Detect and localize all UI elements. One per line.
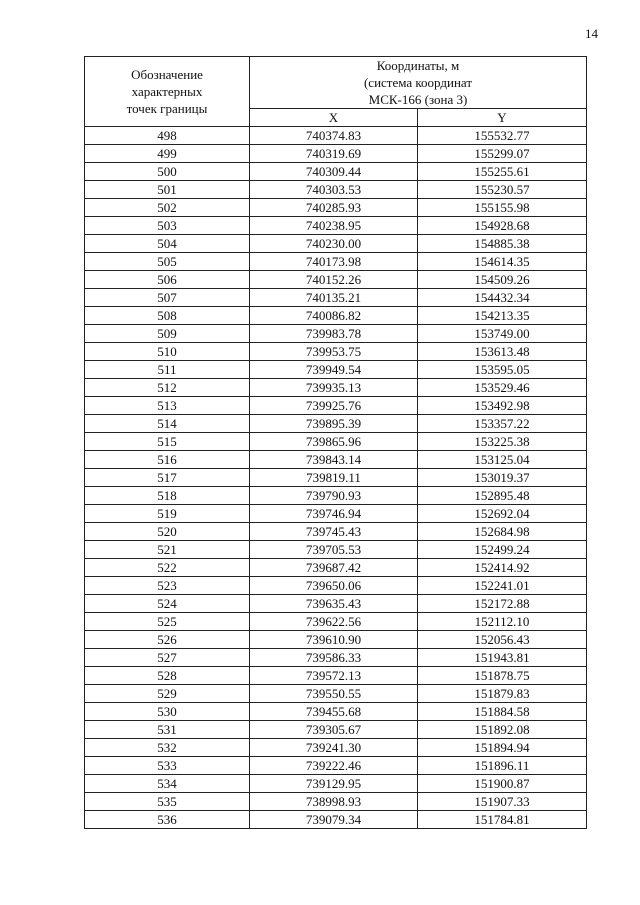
y-coordinate-cell: 153613.48 [418, 343, 587, 361]
table-row [85, 127, 587, 145]
table-row [85, 253, 587, 271]
table-row [85, 487, 587, 505]
point-id-cell: 532 [85, 739, 250, 757]
table-row [85, 307, 587, 325]
table-row [85, 721, 587, 739]
point-id-cell: 498 [85, 127, 250, 145]
coordinates-header-line: Координаты, м [376, 58, 460, 73]
point-id-cell: 513 [85, 397, 250, 415]
table-row [85, 361, 587, 379]
y-coordinate-cell: 152414.92 [418, 559, 587, 577]
point-id-cell: 514 [85, 415, 250, 433]
y-coordinate-cell: 151896.11 [418, 757, 587, 775]
table-row [85, 775, 587, 793]
x-coordinate-cell: 739610.90 [250, 631, 418, 649]
y-coordinate-cell: 153595.05 [418, 361, 587, 379]
point-id-cell: 521 [85, 541, 250, 559]
coordinates-header-line: МСК-166 (зона 3) [368, 92, 468, 107]
x-coordinate-cell: 739843.14 [250, 451, 418, 469]
table-row [85, 685, 587, 703]
point-header-line: Обозначение [131, 67, 203, 82]
y-coordinate-cell: 151879.83 [418, 685, 587, 703]
table-row [85, 505, 587, 523]
x-coordinate-cell: 739983.78 [250, 325, 418, 343]
y-coordinate-cell: 154885.38 [418, 235, 587, 253]
x-coordinate-cell: 739305.67 [250, 721, 418, 739]
y-coordinate-cell: 152241.01 [418, 577, 587, 595]
point-id-cell: 500 [85, 163, 250, 181]
x-coordinate-cell: 739819.11 [250, 469, 418, 487]
point-id-cell: 510 [85, 343, 250, 361]
point-id-cell: 533 [85, 757, 250, 775]
table-row [85, 199, 587, 217]
x-coordinate-cell: 740285.93 [250, 199, 418, 217]
x-coordinate-cell: 740173.98 [250, 253, 418, 271]
table-row [85, 217, 587, 235]
y-coordinate-cell: 155299.07 [418, 145, 587, 163]
y-coordinate-cell: 152056.43 [418, 631, 587, 649]
x-coordinate-cell: 739935.13 [250, 379, 418, 397]
point-id-cell: 522 [85, 559, 250, 577]
x-coordinate-cell: 738998.93 [250, 793, 418, 811]
y-coordinate-cell: 154432.34 [418, 289, 587, 307]
table-row [85, 811, 587, 829]
table-row [85, 163, 587, 181]
x-coordinate-cell: 740238.95 [250, 217, 418, 235]
y-coordinate-cell: 155230.57 [418, 181, 587, 199]
y-coordinate-cell: 155155.98 [418, 199, 587, 217]
x-coordinate-cell: 739650.06 [250, 577, 418, 595]
y-coordinate-cell: 153529.46 [418, 379, 587, 397]
point-id-cell: 535 [85, 793, 250, 811]
point-id-cell: 526 [85, 631, 250, 649]
x-coordinate-cell: 740309.44 [250, 163, 418, 181]
point-id-cell: 534 [85, 775, 250, 793]
point-id-cell: 509 [85, 325, 250, 343]
x-coordinate-cell: 739622.56 [250, 613, 418, 631]
point-id-cell: 499 [85, 145, 250, 163]
table-row [85, 595, 587, 613]
table-row [85, 145, 587, 163]
point-id-cell: 511 [85, 361, 250, 379]
x-coordinate-cell: 739222.46 [250, 757, 418, 775]
y-coordinate-cell: 152172.88 [418, 595, 587, 613]
point-id-cell: 501 [85, 181, 250, 199]
x-coordinate-cell: 739925.76 [250, 397, 418, 415]
y-coordinate-cell: 153225.38 [418, 433, 587, 451]
y-coordinate-cell: 154213.35 [418, 307, 587, 325]
y-coordinate-cell: 152895.48 [418, 487, 587, 505]
y-coordinate-cell: 152684.98 [418, 523, 587, 541]
table-row [85, 397, 587, 415]
y-coordinate-cell: 151892.08 [418, 721, 587, 739]
x-coordinate-cell: 739550.55 [250, 685, 418, 703]
point-id-cell: 519 [85, 505, 250, 523]
y-coordinate-cell: 151784.81 [418, 811, 587, 829]
y-coordinate-cell: 155255.61 [418, 163, 587, 181]
table-body [85, 127, 587, 829]
x-coordinate-cell: 739079.34 [250, 811, 418, 829]
table-row [85, 325, 587, 343]
y-coordinate-cell: 153749.00 [418, 325, 587, 343]
point-id-cell: 502 [85, 199, 250, 217]
y-coordinate-cell: 152692.04 [418, 505, 587, 523]
table-row [85, 343, 587, 361]
point-id-cell: 512 [85, 379, 250, 397]
x-coordinate-cell: 740152.26 [250, 271, 418, 289]
y-coordinate-cell: 151884.58 [418, 703, 587, 721]
point-id-cell: 531 [85, 721, 250, 739]
table-row [85, 667, 587, 685]
x-coordinate-cell: 740230.00 [250, 235, 418, 253]
table-row [85, 235, 587, 253]
y-coordinate-cell: 153125.04 [418, 451, 587, 469]
x-coordinate-cell: 739586.33 [250, 649, 418, 667]
y-coordinate-cell: 151900.87 [418, 775, 587, 793]
table-row [85, 469, 587, 487]
point-id-cell: 529 [85, 685, 250, 703]
point-header-line: точек границы [126, 101, 208, 116]
point-id-cell: 525 [85, 613, 250, 631]
table-row [85, 739, 587, 757]
y-coordinate-cell: 152112.10 [418, 613, 587, 631]
point-id-cell: 517 [85, 469, 250, 487]
x-coordinate-cell: 739953.75 [250, 343, 418, 361]
point-header-line: характерных [131, 84, 203, 99]
y-coordinate-cell: 152499.24 [418, 541, 587, 559]
y-coordinate-cell: 151907.33 [418, 793, 587, 811]
x-coordinate-cell: 739572.13 [250, 667, 418, 685]
table-row [85, 433, 587, 451]
coordinates-table [84, 56, 587, 829]
point-id-cell: 507 [85, 289, 250, 307]
table-row [85, 793, 587, 811]
table-row [85, 181, 587, 199]
y-coordinate-cell: 154614.35 [418, 253, 587, 271]
table-row [85, 289, 587, 307]
y-coordinate-cell: 154928.68 [418, 217, 587, 235]
point-designation-header [85, 57, 250, 127]
table-row [85, 649, 587, 667]
x-coordinate-cell: 739129.95 [250, 775, 418, 793]
point-id-cell: 505 [85, 253, 250, 271]
table-row [85, 559, 587, 577]
point-id-cell: 515 [85, 433, 250, 451]
x-coordinate-cell: 739790.93 [250, 487, 418, 505]
x-coordinate-cell: 739745.43 [250, 523, 418, 541]
y-coordinate-cell: 154509.26 [418, 271, 587, 289]
table-row [85, 613, 587, 631]
table-row [85, 379, 587, 397]
y-coordinate-cell: 153357.22 [418, 415, 587, 433]
x-coordinate-cell: 739687.42 [250, 559, 418, 577]
x-coordinate-cell: 740086.82 [250, 307, 418, 325]
point-id-cell: 536 [85, 811, 250, 829]
point-id-cell: 504 [85, 235, 250, 253]
x-coordinate-cell: 739705.53 [250, 541, 418, 559]
x-coordinate-cell: 739949.54 [250, 361, 418, 379]
table-row [85, 577, 587, 595]
table-row [85, 523, 587, 541]
table-row [85, 541, 587, 559]
point-id-cell: 518 [85, 487, 250, 505]
x-coordinate-cell: 740135.21 [250, 289, 418, 307]
table-row [85, 631, 587, 649]
table-row [85, 451, 587, 469]
point-id-cell: 523 [85, 577, 250, 595]
y-coordinate-cell: 153019.37 [418, 469, 587, 487]
coordinates-header [250, 57, 587, 109]
point-id-cell: 528 [85, 667, 250, 685]
coordinates-header-line: (система координат [363, 75, 473, 90]
y-coordinate-cell: 155532.77 [418, 127, 587, 145]
x-coordinate-cell: 739895.39 [250, 415, 418, 433]
point-id-cell: 527 [85, 649, 250, 667]
y-column-header: Y [418, 109, 587, 127]
y-coordinate-cell: 151894.94 [418, 739, 587, 757]
y-coordinate-cell: 151943.81 [418, 649, 587, 667]
point-id-cell: 508 [85, 307, 250, 325]
x-coordinate-cell: 739241.30 [250, 739, 418, 757]
x-coordinate-cell: 739746.94 [250, 505, 418, 523]
table-row [85, 757, 587, 775]
point-id-cell: 503 [85, 217, 250, 235]
x-coordinate-cell: 739865.96 [250, 433, 418, 451]
x-column-header: X [250, 109, 418, 127]
point-id-cell: 530 [85, 703, 250, 721]
x-coordinate-cell: 740303.53 [250, 181, 418, 199]
page-number: 14 [585, 26, 598, 41]
x-coordinate-cell: 739455.68 [250, 703, 418, 721]
point-id-cell: 524 [85, 595, 250, 613]
point-id-cell: 506 [85, 271, 250, 289]
y-coordinate-cell: 153492.98 [418, 397, 587, 415]
point-id-cell: 520 [85, 523, 250, 541]
y-coordinate-cell: 151878.75 [418, 667, 587, 685]
point-id-cell: 516 [85, 451, 250, 469]
table-row [85, 415, 587, 433]
x-coordinate-cell: 739635.43 [250, 595, 418, 613]
x-coordinate-cell: 740374.83 [250, 127, 418, 145]
table-row [85, 703, 587, 721]
x-coordinate-cell: 740319.69 [250, 145, 418, 163]
table-row [85, 271, 587, 289]
